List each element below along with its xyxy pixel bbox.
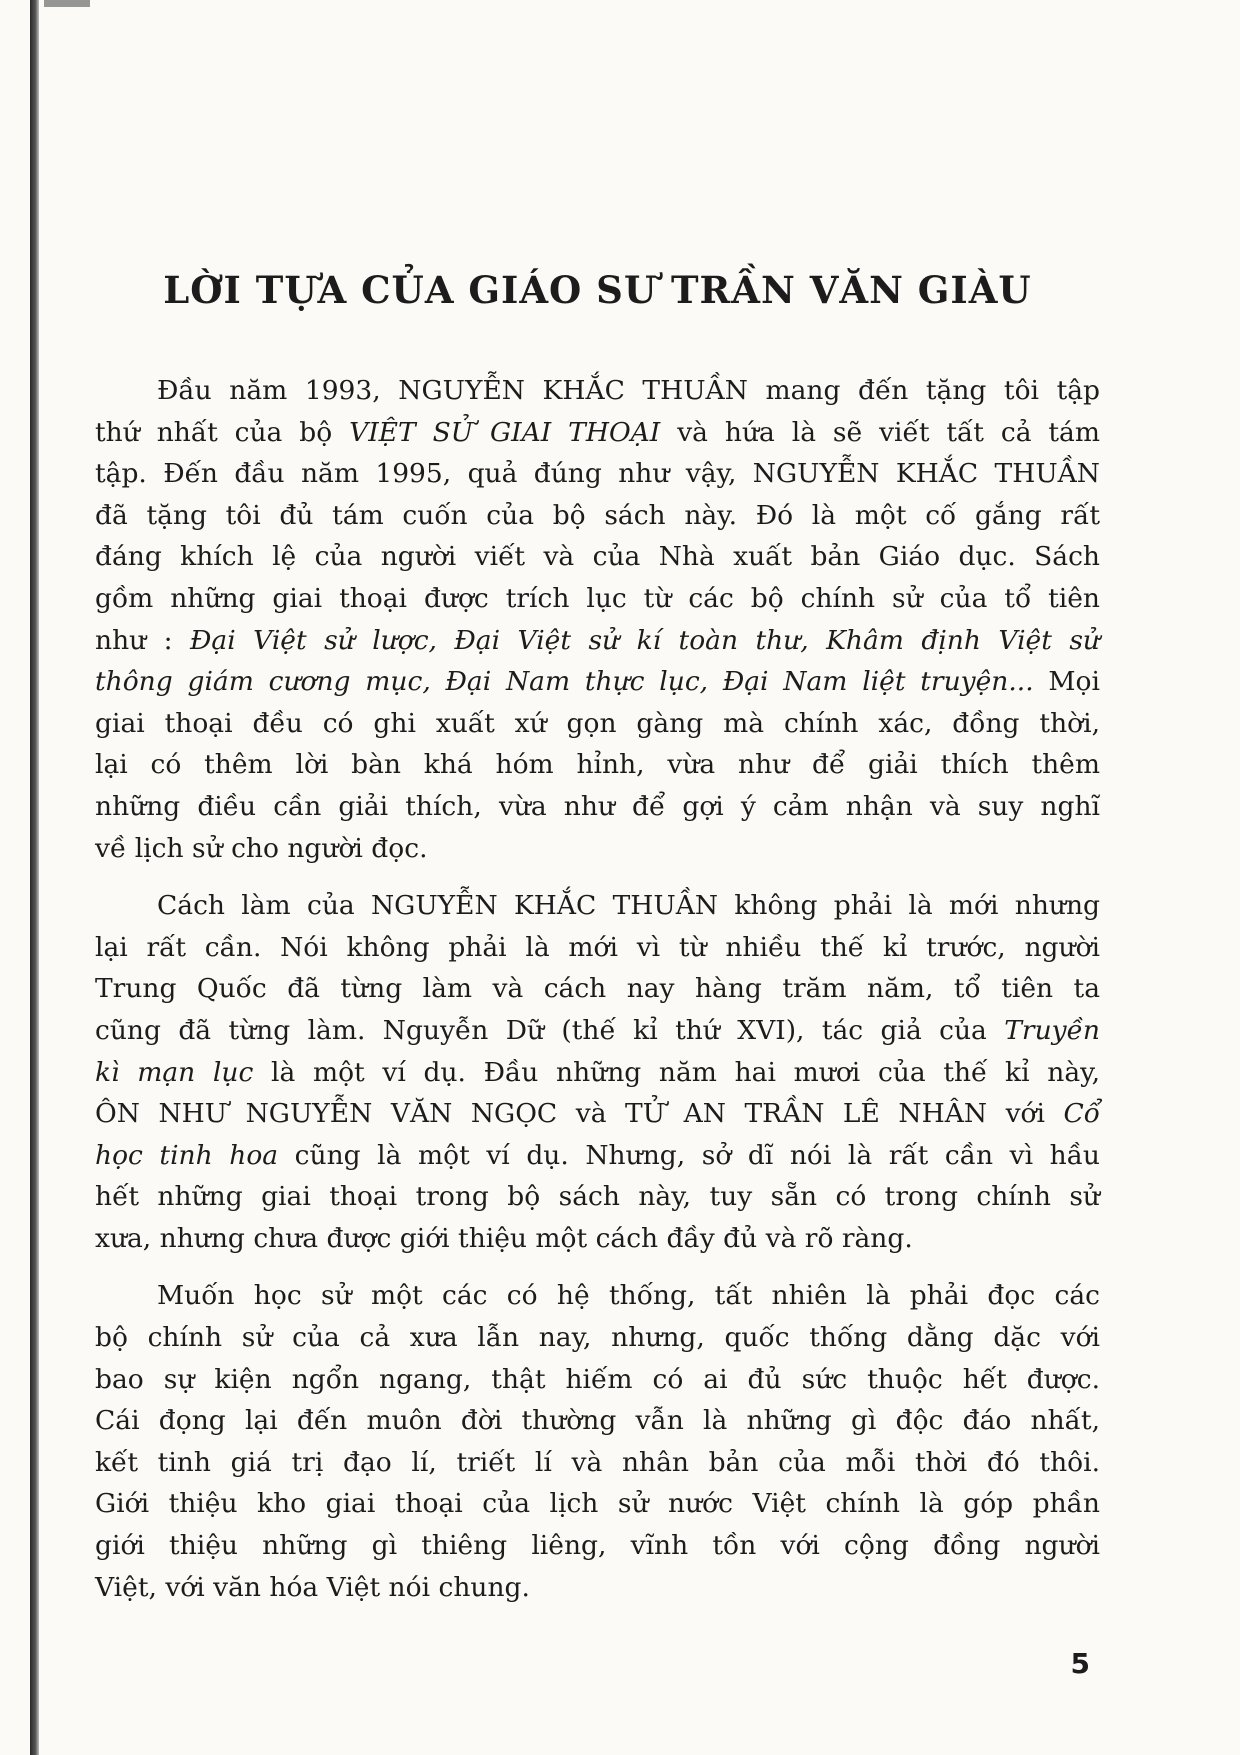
book-page (95, 0, 1100, 1755)
text-line: học tinh hoa cũng là một ví dụ. Nhưng, sở dĩ nói là rất cần vì hầu (95, 1139, 1100, 1171)
text-line: Đầu năm 1993, NGUYỄN KHẮC THUẦN mang đến tặng tôi tập (157, 375, 1100, 406)
book-spine-shadow (30, 0, 39, 1755)
text-line: kết tinh giá trị đạo lí, triết lí và nhân bản của mỗi thời đó thôi. (95, 1446, 1100, 1478)
text-line: Cái đọng lại đến muôn đời thường vẫn là những gì độc đáo nhất, (95, 1405, 1100, 1437)
text-line: lại có thêm lời bàn khá hóm hỉnh, vừa như để giải thích thêm (95, 749, 1100, 781)
text-line: ÔN NHƯ NGUYỄN VĂN NGỌC và TỬ AN TRẦN LÊ NHÂN với Cổ (95, 1098, 1100, 1130)
italic-title: kì mạn lục (95, 1056, 254, 1088)
paragraph (95, 370, 1100, 869)
page-number: 5 (1070, 1647, 1090, 1680)
scan-corner-mark (44, 0, 90, 7)
text-line: bao sự kiện ngổn ngang, thật hiếm có ai đủ sức thuộc hết được. (95, 1363, 1100, 1395)
text-line: như : Đại Việt sử lược, Đại Việt sử kí toàn thư, Khâm định Việt sử (95, 624, 1100, 656)
text-line: những điều cần giải thích, vừa như để gợi ý cảm nhận và suy nghĩ (95, 790, 1100, 822)
text-line: giai thoại đều có ghi xuất xứ gọn gàng mà chính xác, đồng thời, (95, 707, 1100, 739)
text-line: Cách làm của NGUYỄN KHẮC THUẦN không phải là mới nhưng (157, 890, 1100, 922)
italic-title: Truyền (1004, 1014, 1100, 1046)
text-line: giới thiệu những gì thiêng liêng, vĩnh tồn với cộng đồng người (95, 1530, 1100, 1562)
italic-title: Cổ (1063, 1098, 1100, 1130)
text-line: hết những giai thoại trong bộ sách này, tuy sẵn có trong chính sử (95, 1181, 1100, 1213)
text-line: lại rất cần. Nói không phải là mới vì từ nhiều thế kỉ trước, người (95, 931, 1100, 963)
italic-title: học tinh hoa (95, 1139, 279, 1171)
italic-title: thông giám cương mục, Đại Nam thực lục, Đại Nam liệt truyện... (95, 666, 1034, 698)
text-line: kì mạn lục là một ví dụ. Đầu những năm hai mươi của thế kỉ này, (95, 1056, 1101, 1088)
text-line: đáng khích lệ của người viết và của Nhà xuất bản Giáo dục. Sách (95, 541, 1100, 573)
text-line: xưa, nhưng chưa được giới thiệu một cách đầy đủ và rõ ràng. (95, 1222, 913, 1254)
text-line: về lịch sử cho người đọc. (95, 832, 428, 864)
text-line: tập. Đến đầu năm 1995, quả đúng như vậy, NGUYỄN KHẮC THUẦN (95, 458, 1100, 490)
text-line: Giới thiệu kho giai thoại của lịch sử nước Việt chính là góp phần (95, 1488, 1100, 1520)
italic-title: Đại Việt sử lược, Đại Việt sử kí toàn thư, Khâm định Việt sử (190, 624, 1100, 656)
paragraph (95, 885, 1100, 1259)
text-line: bộ chính sử của cả xưa lẫn nay, nhưng, quốc thống dằng dặc với (95, 1322, 1100, 1354)
paragraph (95, 1275, 1100, 1608)
page-title: LỜI TỰA CỦA GIÁO SƯ TRẦN VĂN GIÀU (163, 268, 1032, 312)
text-line: cũng đã từng làm. Nguyễn Dữ (thế kỉ thứ XVI), tác giả của Truyền (95, 1014, 1100, 1046)
italic-title: VIỆT SỬ GIAI THOẠI (349, 416, 661, 448)
text-line: đã tặng tôi đủ tám cuốn của bộ sách này. Đó là một cố gắng rất (95, 499, 1100, 531)
text-line: Việt, với văn hóa Việt nói chung. (95, 1571, 530, 1603)
preface-body (95, 370, 1100, 1608)
text-line: thông giám cương mục, Đại Nam thực lục, Đại Nam liệt truyện... Mọi (95, 666, 1100, 698)
text-line: Trung Quốc đã từng làm và cách nay hàng trăm năm, tổ tiên ta (95, 973, 1100, 1005)
text-line: Muốn học sử một các có hệ thống, tất nhiên là phải đọc các (157, 1280, 1100, 1312)
text-line: thứ nhất của bộ VIỆT SỬ GIAI THOẠI và hứa là sẽ viết tất cả tám (95, 416, 1100, 448)
text-line: gồm những giai thoại được trích lục từ các bộ chính sử của tổ tiên (95, 582, 1100, 614)
